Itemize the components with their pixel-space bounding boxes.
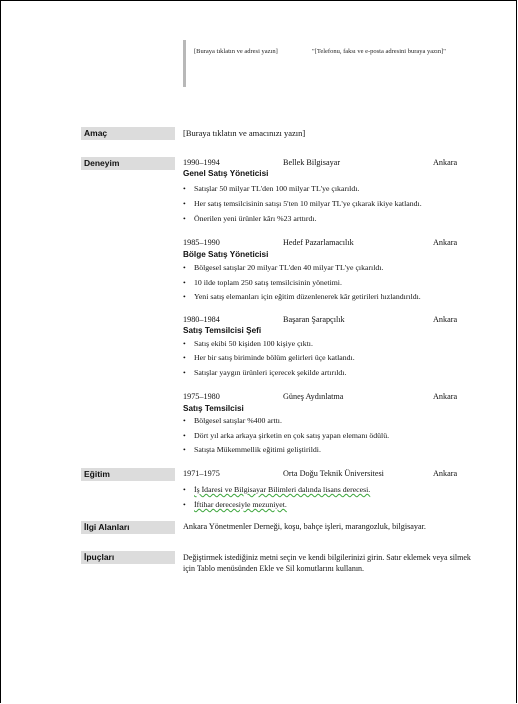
bullet-icon: • <box>183 416 186 425</box>
list-item: • Dört yıl arka arkaya şirketin en çok satış yapan elemanı ödülü. <box>183 431 390 440</box>
job-city: Ankara <box>433 158 458 167</box>
job-years: 1990–1994 <box>183 158 220 167</box>
bullet-icon: • <box>183 445 186 454</box>
list-item: • Yeni satış elemanları için eğitim düzenlenerek kâr getirileri hızlandırıldı. <box>183 292 421 301</box>
job-title: Satış Temsilcisi Şefi <box>183 326 262 335</box>
bullet-icon: • <box>183 339 186 348</box>
list-item: • Bölgesel satışlar 20 milyar TL'den 40 milyar TL'ye çıkarıldı. <box>183 263 384 272</box>
header-rule <box>183 40 186 87</box>
job-title: Bölge Satış Yöneticisi <box>183 250 269 259</box>
education-years: 1971–1975 <box>183 469 220 478</box>
list-item: • 10 ilde toplam 250 satış temsilcisinin yönetimi. <box>183 278 342 287</box>
job-title: Genel Satış Yöneticisi <box>183 169 269 178</box>
job-city: Ankara <box>433 392 458 401</box>
list-item: • İş İdaresi ve Bilgisayar Bilimleri dalında lisans derecesi. <box>183 485 371 494</box>
bullet-icon: • <box>183 199 186 208</box>
list-item: • İftihar derecesiyle mezuniyet. <box>183 500 287 509</box>
job-company: Başaran Şarapçılık <box>283 315 345 324</box>
job-company: Hedef Pazarlamacılık <box>283 238 354 247</box>
bullet-icon: • <box>183 214 186 223</box>
list-item: • Satışlar 50 milyar TL'den 100 milyar TL'ye çıkarıldı. <box>183 184 360 193</box>
list-item: • Önerilen yeni ürünler kârı %23 arttırdı. <box>183 214 317 223</box>
section-label-education: Eğitim <box>81 468 175 481</box>
section-label-interests: İlgi Alanları <box>81 521 175 534</box>
job-years: 1975–1980 <box>183 392 220 401</box>
job-years: 1985–1990 <box>183 238 220 247</box>
education-school: Orta Doğu Teknik Üniversitesi <box>283 469 384 478</box>
bullet-icon: • <box>183 485 186 494</box>
section-label-tips: İpuçları <box>81 551 175 564</box>
job-company: Bellek Bilgisayar <box>283 158 341 167</box>
bullet-icon: • <box>183 431 186 440</box>
list-item: • Satışlar yaygın ürünleri içerecek şekilde artırıldı. <box>183 368 347 377</box>
job-years: 1980–1984 <box>183 315 220 324</box>
job-title: Satış Temsilcisi <box>183 404 244 413</box>
job-company: Güneş Aydınlatma <box>283 392 344 401</box>
bullet-icon: • <box>183 184 186 193</box>
job-city: Ankara <box>433 315 458 324</box>
address-field[interactable]: [Buraya tıklatın ve adresi yazın] <box>194 48 278 55</box>
section-label-objective: Amaç <box>81 127 175 140</box>
section-label-experience: Deneyim <box>81 157 175 170</box>
list-item: • Her bir satış biriminde bölüm gelirleri üçe katlandı. <box>183 353 355 362</box>
bullet-icon: • <box>183 292 186 301</box>
contact-field[interactable]: "[Telefonu, faksı ve e-posta adresini buraya yazın]" <box>312 48 446 55</box>
bullet-icon: • <box>183 278 186 287</box>
list-item: • Satış ekibi 50 kişiden 100 kişiye çıktı. <box>183 339 313 348</box>
bullet-icon: • <box>183 353 186 362</box>
list-item: • Her satış temsilcisinin satışı 5'ten 10 milyar TL'ye çıkarak ikiye katlandı. <box>183 199 422 208</box>
education-city: Ankara <box>433 469 458 478</box>
tips-text[interactable]: Değiştirmek istediğiniz metni seçin ve kendi bilgilerinizi girin. Satır eklemek veya silmek için Tablo menüsünden Ekle ve Sil komutlarını kullanın. <box>183 553 471 573</box>
list-item: • Satışta Mükemmellik eğitimi geliştirildi. <box>183 445 321 454</box>
list-item: • Bölgesel satışlar %400 arttı. <box>183 416 282 425</box>
bullet-icon: • <box>183 263 186 272</box>
job-city: Ankara <box>433 238 458 247</box>
interests-text[interactable]: Ankara Yönetmenler Derneği, koşu, bahçe işleri, marangozluk, bilgisayar. <box>183 522 426 531</box>
objective-text[interactable]: [Buraya tıklatın ve amacınızı yazın] <box>183 128 306 138</box>
bullet-icon: • <box>183 500 186 509</box>
bullet-icon: • <box>183 368 186 377</box>
